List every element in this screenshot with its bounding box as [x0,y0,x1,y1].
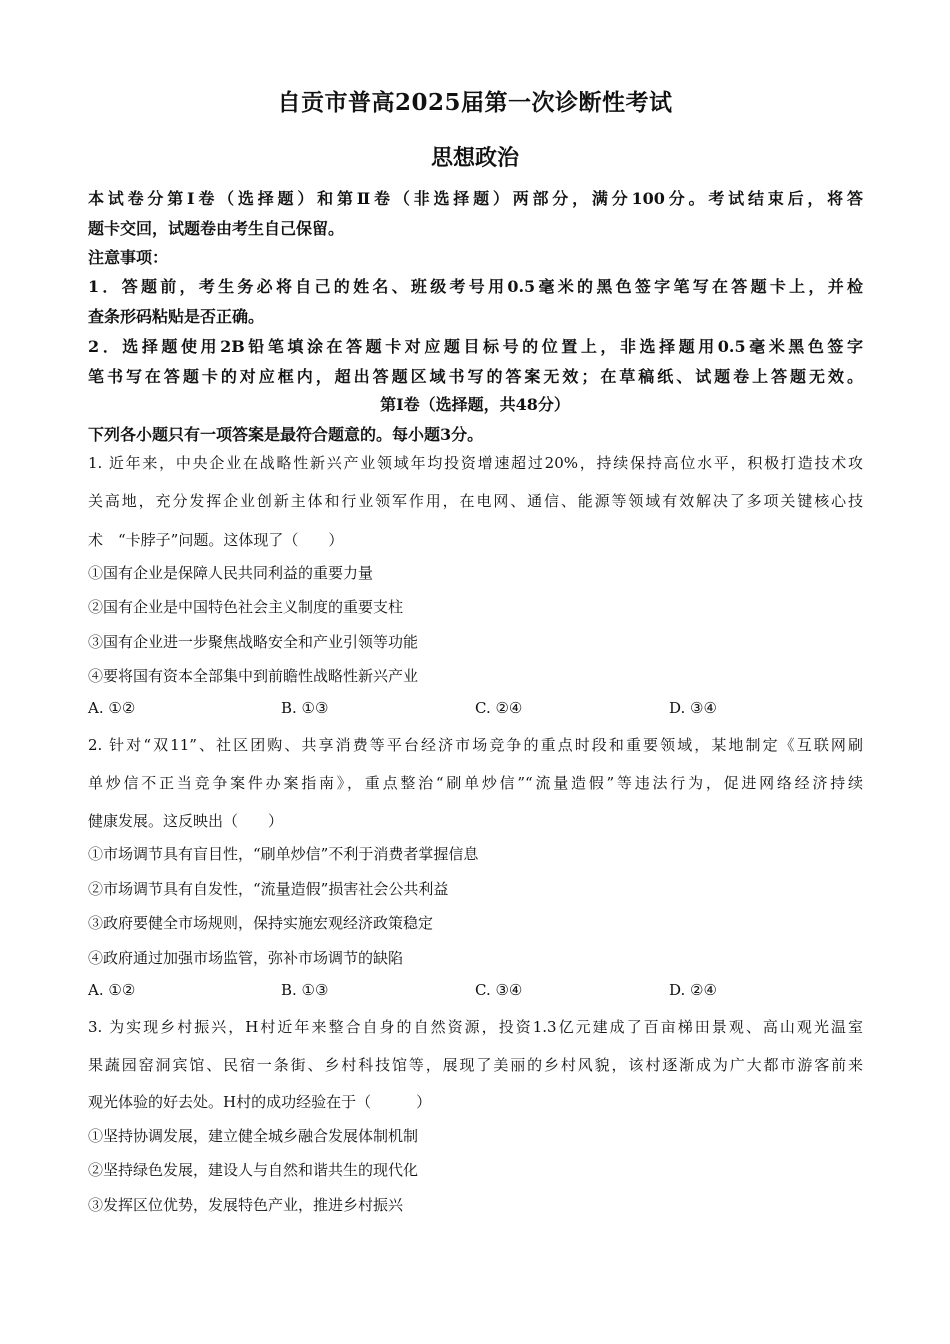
note-1-line-2: 查条形码粘贴是否正确。 [88,307,265,326]
question-1-stem-line-1: 1. 近年来，中央企业在战略性新兴产业领域年均投资增速超过20%，持续保持高位水平，积极打造技术攻 [88,454,863,472]
question-1-choice-c[interactable]: C. ②④ [475,699,523,717]
question-1-choice-b[interactable]: B. ①③ [281,699,329,717]
question-2-choice-a[interactable]: A. ①② [88,981,136,999]
question-3-item-2: ②坚持绿色发展，建设人与自然和谐共生的现代化 [88,1161,419,1179]
question-2-stem-line-3: 健康发展。这反映出（ ） [88,812,284,830]
note-1-line-1: 1．答题前，考生务必将自己的姓名、班级考号用0.5毫米的黑色签字笔写在答题卡上，并检 [88,277,863,296]
section-instruction: 下列各小题只有一项答案是最符合题意的。每小题3分。 [88,425,484,444]
note-2-line-2: 笔书写在答题卡的对应框内，超出答题区域书写的答案无效；在草稿纸、试题卷上答题无效。 [88,367,863,386]
question-2-choice-c[interactable]: C. ③④ [475,981,523,999]
question-2-stem-line-2: 单炒信不正当竞争案件办案指南》，重点整治“刷单炒信”“流量造假”等违法行为，促进网络经济持续 [88,774,863,792]
question-3-stem-line-1: 3. 为实现乡村振兴，H村近年来整合自身的自然资源，投资1.3亿元建成了百亩梯田景观、高山观光温室 [88,1018,863,1036]
exam-title: 自贡市普高2025届第一次诊断性考试 [277,89,673,116]
question-3-stem-line-3: 观光体验的好去处。H村的成功经验在于（ ） [88,1093,432,1111]
question-1-item-1: ①国有企业是保障人民共同利益的重要力量 [88,564,374,582]
question-1-stem-line-2: 关高地，充分发挥企业创新主体和行业领军作用，在电网、通信、能源等领域有效解决了多项关键核心技 [88,492,863,510]
question-2-item-4: ④政府通过加强市场监管，弥补市场调节的缺陷 [88,949,404,967]
question-2-choice-d[interactable]: D. ②④ [669,981,717,999]
question-1-choice-a[interactable]: A. ①② [88,699,136,717]
question-3-item-1: ①坚持协调发展，建立健全城乡融合发展体制机制 [88,1127,419,1145]
intro-line-2: 题卡交回，试题卷由考生自己保留。 [88,219,345,238]
question-3-stem-line-2: 果蔬园窑洞宾馆、民宿一条街、乡村科技馆等，展现了美丽的乡村风貌，该村逐渐成为广大都市游客前来 [88,1056,863,1074]
note-2-line-1: 2．选择题使用2B铅笔填涂在答题卡对应题目标号的位置上，非选择题用0.5毫米黑色签字 [88,337,863,356]
question-2-item-1: ①市场调节具有盲目性，“刷单炒信”不利于消费者掌握信息 [88,845,479,863]
section-heading: 第Ⅰ卷（选择题，共48分） [380,395,570,414]
question-1-item-2: ②国有企业是中国特色社会主义制度的重要支柱 [88,598,404,616]
question-2-stem-line-1: 2. 针对“双11”、社区团购、共享消费等平台经济市场竞争的重点时段和重要领域，某地制定《互联网刷 [88,736,863,754]
question-2-choice-b[interactable]: B. ①③ [281,981,329,999]
intro-line-1: 本试卷分第Ⅰ卷（选择题）和第Ⅱ卷（非选择题）两部分，满分100分。考试结束后，将答 [88,189,863,208]
question-2-item-3: ③政府要健全市场规则，保持实施宏观经济政策稳定 [88,914,434,932]
subject-title: 思想政治 [430,145,519,171]
question-1-choice-d[interactable]: D. ③④ [669,699,717,717]
question-1-item-3: ③国有企业进一步聚焦战略安全和产业引领等功能 [88,633,419,651]
question-1-item-4: ④要将国有资本全部集中到前瞻性战略性新兴产业 [88,667,419,685]
notes-title: 注意事项： [88,248,169,267]
question-1-stem-line-3: 术 “卡脖子”问题。这体现了（ ） [88,531,344,549]
question-3-item-3: ③发挥区位优势，发展特色产业，推进乡村振兴 [88,1196,404,1214]
question-2-item-2: ②市场调节具有自发性，“流量造假”损害社会公共利益 [88,880,449,898]
